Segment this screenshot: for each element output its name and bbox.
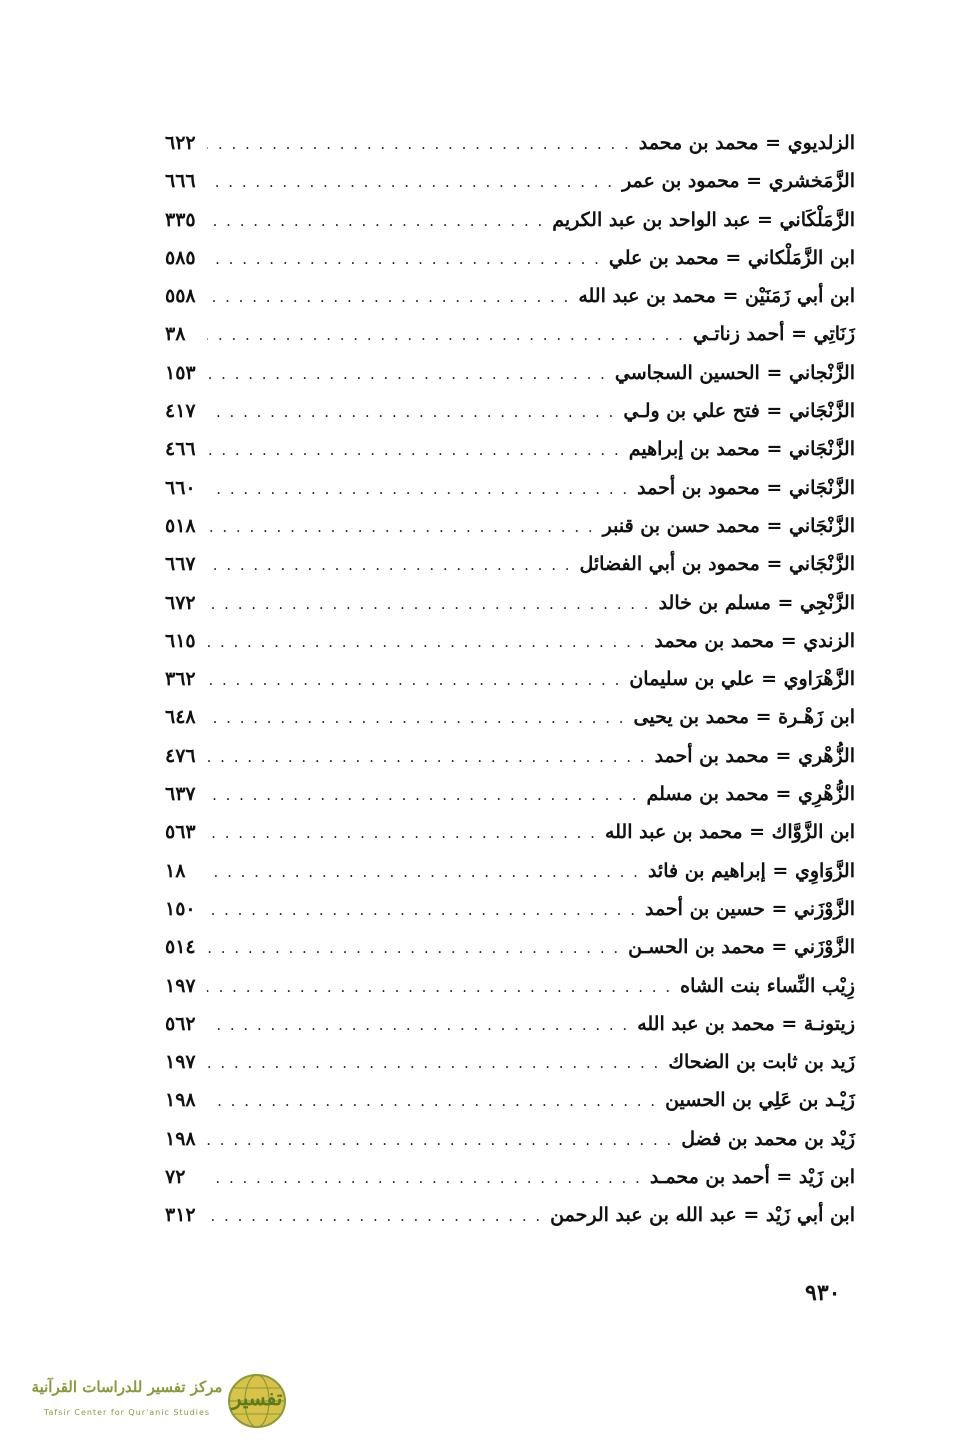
dot-leader	[207, 623, 646, 661]
index-entry	[165, 1005, 855, 1043]
index-entry	[165, 622, 855, 660]
entry-name: الزُّهْرِي = محمد بن مسلم	[646, 783, 855, 806]
entry-name: الزَّمَلْكَاني = عبد الواحد بن عبد الكريم	[552, 208, 855, 231]
entry-name: ابن زَيْد = أحمد بن محمـد	[649, 1166, 855, 1189]
entry-page: ١٨	[165, 859, 186, 882]
dot-leader	[207, 1197, 542, 1235]
entry-page: ٦١٥	[165, 629, 196, 652]
dot-leader	[207, 125, 631, 163]
entry-page: ٣٨	[165, 323, 186, 346]
index-entry	[165, 354, 855, 392]
entry-page: ٥٨٥	[165, 246, 196, 269]
dot-leader	[207, 1082, 657, 1120]
dot-leader	[207, 1159, 642, 1197]
index-entry	[165, 315, 855, 353]
index-entry	[165, 928, 855, 966]
dot-leader	[207, 1044, 660, 1082]
dot-leader	[207, 1121, 673, 1159]
entry-page: ٥٥٨	[165, 285, 196, 308]
entry-page: ٧٢	[165, 1166, 186, 1189]
publisher-logo	[18, 1372, 288, 1430]
dot-leader	[207, 508, 595, 546]
index-entry	[165, 507, 855, 545]
entry-page: ٤٦٦	[165, 438, 196, 461]
entry-page: ١٩٨	[165, 1127, 196, 1150]
entry-page: ٦٦٠	[165, 476, 196, 499]
dot-leader	[207, 891, 637, 929]
entry-page: ٤١٧	[165, 400, 196, 423]
entry-name: زَيد بن ثابت بن الضحاك	[668, 1051, 855, 1074]
entry-name: زَيْـد بن عَلِي بن الحسين	[665, 1089, 855, 1112]
index-entry	[165, 430, 855, 468]
dot-leader	[207, 431, 621, 469]
dot-leader	[207, 240, 601, 278]
entry-name: الزَّوْزَني = حسين بن أحمد	[644, 897, 855, 920]
dot-leader	[207, 853, 640, 891]
entry-name: الزَّنْجَاني = فتح علي بن ولـي	[623, 400, 855, 423]
index-entry	[165, 890, 855, 928]
dot-leader	[207, 776, 638, 814]
entry-name: الزَّنْجاني = الحسين السجاسي	[614, 361, 855, 384]
logo-word: تفسير	[231, 1386, 283, 1410]
logo-subtitle: Tafsir Center for Qur'anic Studies	[43, 1408, 211, 1417]
entry-name: ابن الزَّمَلْكاني = محمد بن علي	[608, 246, 855, 269]
entry-page: ٥١٤	[165, 936, 196, 959]
entry-name: الزلديوي = محمد بن محمد	[638, 132, 855, 154]
dot-leader	[207, 278, 570, 316]
entry-name: ابن أبي زَيْد = عبد الله بن عبد الرحمن	[550, 1204, 855, 1227]
index-entry	[165, 124, 855, 162]
index-entry	[165, 584, 855, 622]
entry-name: ابن أبي زَمَنَيْن = محمد بن عبد الله	[578, 285, 855, 308]
entry-name: زَنَاتِي = أحمد زناتـي	[692, 323, 855, 346]
entry-page: ٦٣٧	[165, 783, 196, 806]
index-entry	[165, 698, 855, 736]
index-entry	[165, 277, 855, 315]
entry-name: الزَّنْجَاني = محمود بن أبي الفضائل	[579, 553, 855, 576]
index-entry	[165, 545, 855, 583]
dot-leader	[207, 661, 621, 699]
entry-name: الزُّهْري = محمد بن أحمد	[654, 744, 855, 767]
index-entry	[165, 1120, 855, 1158]
entry-page: ١٥٠	[165, 897, 196, 920]
entry-name: الزندي = محمد بن محمد	[654, 629, 855, 652]
entry-name: ابن زَهْـرة = محمد بن يحيى	[633, 706, 855, 729]
index-entry	[165, 1081, 855, 1119]
index-entry	[165, 469, 855, 507]
entry-page: ٥٦٣	[165, 821, 196, 844]
dot-leader	[207, 929, 620, 967]
logo-title: مركز تفسير للدراسات القرآنية	[31, 1378, 223, 1396]
entry-page: ٦٦٦	[165, 170, 196, 193]
entry-name: زَيْد بن محمد بن فضل	[681, 1127, 855, 1150]
index-entry	[165, 239, 855, 277]
dot-leader	[207, 202, 544, 240]
page-number: ٩٣٠	[805, 1280, 841, 1306]
index-list	[165, 124, 855, 1235]
entry-page: ١٩٨	[165, 1089, 196, 1112]
entry-page: ٥١٨	[165, 514, 196, 537]
index-entry	[165, 201, 855, 239]
index-entry	[165, 660, 855, 698]
entry-name: زيتونـة = محمد بن عبد الله	[637, 1012, 855, 1035]
entry-name: الزَّوْزَني = محمد بن الحسـن	[628, 936, 855, 959]
entry-page: ١٥٣	[165, 361, 196, 384]
dot-leader	[207, 393, 615, 431]
index-entry	[165, 775, 855, 813]
entry-name: الزَّنْجَاني = محمد حسن بن قنبر	[602, 514, 855, 537]
dot-leader	[207, 546, 572, 584]
entry-name: الزَّنْجَاني = محمد بن إبراهيم	[628, 438, 855, 461]
entry-page: ٦٢٢	[165, 132, 196, 154]
index-entry	[165, 1158, 855, 1196]
dot-leader	[207, 316, 685, 354]
index-entry	[165, 737, 855, 775]
entry-name: الزَّمَخشري = محمود بن عمر	[622, 170, 855, 193]
entry-name: الزَّنْجِي = مسلم بن خالد	[658, 591, 855, 614]
entry-page: ٥٦٢	[165, 1012, 196, 1035]
dot-leader	[207, 738, 647, 776]
dot-leader	[207, 968, 672, 1006]
dot-leader	[207, 585, 651, 623]
dot-leader	[207, 1006, 629, 1044]
entry-page: ٣١٢	[165, 1204, 196, 1227]
index-entry	[165, 852, 855, 890]
dot-leader	[207, 699, 626, 737]
entry-page: ٣٣٥	[165, 208, 196, 231]
entry-page: ١٩٧	[165, 1051, 196, 1074]
index-entry	[165, 967, 855, 1005]
index-entry	[165, 162, 855, 200]
entry-name: زِيْب النِّساء بنت الشاه	[680, 974, 855, 997]
index-entry	[165, 392, 855, 430]
dot-leader	[207, 814, 597, 852]
entry-page: ٦٧٢	[165, 591, 196, 614]
dot-leader	[207, 163, 614, 201]
index-entry	[165, 1043, 855, 1081]
entry-page: ٤٧٦	[165, 744, 196, 767]
entry-page: ٦٦٧	[165, 553, 196, 576]
dot-leader	[207, 355, 607, 393]
entry-name: ابن الزَّوَّاك = محمد بن عبد الله	[604, 821, 855, 844]
entry-name: الزَّهْرَاوي = علي بن سليمان	[629, 668, 855, 691]
index-entry	[165, 813, 855, 851]
entry-name: الزَّوَاوِي = إبراهيم بن فائد	[647, 859, 855, 882]
entry-page: ٦٤٨	[165, 706, 196, 729]
entry-page: ١٩٧	[165, 974, 196, 997]
dot-leader	[207, 470, 629, 508]
index-entry	[165, 1196, 855, 1234]
entry-page: ٣٦٢	[165, 668, 196, 691]
entry-name: الزَّنْجَاني = محمود بن أحمد	[637, 476, 855, 499]
